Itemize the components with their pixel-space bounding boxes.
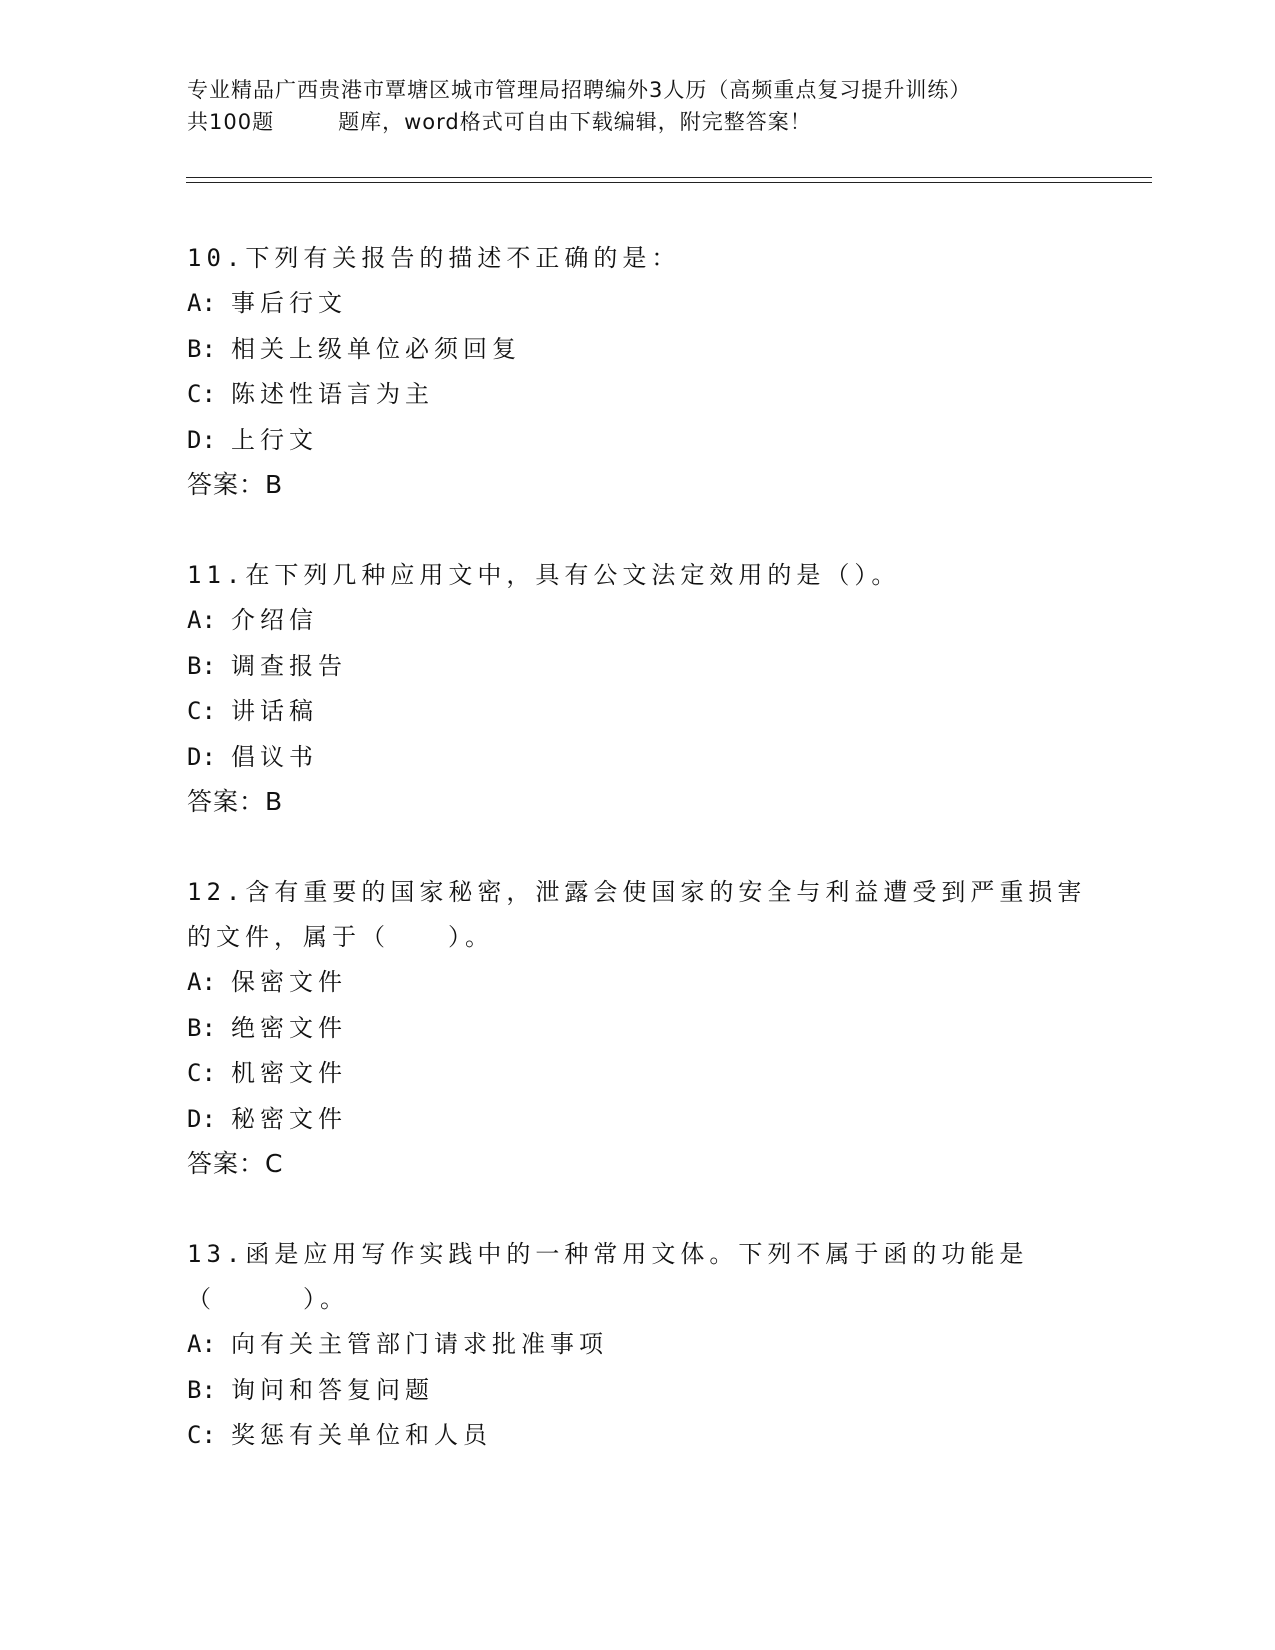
question-11: [187, 553, 1087, 824]
header-description: 题库，word格式可自由下载编辑，附完整答案！: [338, 110, 812, 134]
question-10: [187, 236, 1087, 507]
question-stem: 11.在下列几种应用文中，具有公文法定效用的是（）。: [187, 561, 901, 589]
option-b: B: 询问和答复问题: [187, 1375, 434, 1404]
question-stem: 12.含有重要的国家秘密，泄露会使国家的安全与利益遭受到严重损害的文件，属于（ ）。: [187, 878, 1087, 951]
answer-label: 答案：B: [187, 787, 284, 816]
answer-label: 答案：B: [187, 470, 284, 499]
header-divider-top: [186, 177, 1152, 178]
answer-label: 答案：C: [187, 1149, 284, 1178]
option-a: A: 向有关主管部门请求批准事项: [187, 1330, 608, 1358]
question-list: [187, 236, 1087, 1505]
option-d: D: 上行文: [187, 425, 318, 454]
option-b: B: 调查报告: [187, 651, 347, 680]
option-c: C: 讲话稿: [187, 697, 318, 725]
option-c: C: 机密文件: [187, 1059, 347, 1087]
option-b: B: 相关上级单位必须回复: [187, 334, 521, 363]
header-title-line: 专业精品广西贵港市覃塘区城市管理局招聘编外3人历（高频重点复习提升训练）: [187, 78, 972, 102]
document-header: [187, 74, 1087, 138]
question-13: [187, 1232, 1087, 1459]
option-d: D: 秘密文件: [187, 1104, 347, 1133]
option-b: B: 绝密文件: [187, 1013, 347, 1042]
option-a: A: 介绍信: [187, 606, 318, 634]
header-divider-bottom: [186, 182, 1152, 183]
option-c: C: 陈述性语言为主: [187, 380, 434, 408]
option-a: A: 保密文件: [187, 968, 347, 996]
header-question-count: 共100题: [187, 110, 275, 134]
question-stem: 10.下列有关报告的描述不正确的是：: [187, 244, 681, 272]
option-c: C: 奖惩有关单位和人员: [187, 1421, 492, 1449]
header-subtitle-line: [187, 106, 1087, 138]
question-12: [187, 870, 1087, 1186]
question-stem: 13.函是应用写作实践中的一种常用文体。下列不属于函的功能是（ ）。: [187, 1240, 1029, 1313]
option-d: D: 倡议书: [187, 742, 318, 771]
option-a: A: 事后行文: [187, 289, 347, 317]
